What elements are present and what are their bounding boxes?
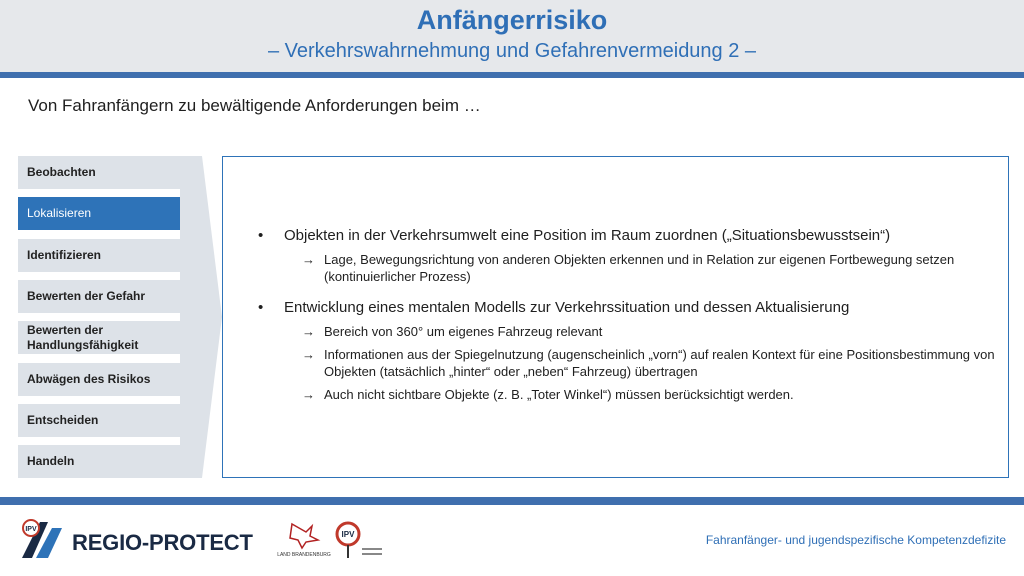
step-identifizieren[interactable] (18, 239, 180, 272)
sub-bullet-text: Informationen aus der Spiegelnutzung (augenscheinlich „vorn“) auf realen Kontext für eine Positionsbestimmung von Objekten (tatsächlich „hinter“ oder „neben“ Fahrzeug) übertragen (324, 347, 995, 379)
step-beobachten[interactable] (18, 156, 180, 189)
step-label: Lokalisieren (27, 206, 92, 220)
bullet-item (258, 226, 998, 245)
footer-divider (0, 497, 1024, 505)
step-label: Bewerten der Handlungsfähigkeit (27, 322, 139, 352)
sub-bullet-item (258, 346, 998, 380)
regio-protect-logo (18, 518, 268, 562)
step-label: Abwägen des Risikos (27, 372, 151, 386)
step-entscheiden[interactable] (18, 404, 180, 437)
sub-bullet-item (258, 323, 998, 340)
sub-bullet-text: Auch nicht sichtbare Objekte (z. B. „Toter Winkel“) müssen berücksichtigt werden. (324, 387, 794, 402)
header-divider (0, 72, 1024, 78)
step-abwaegen-risiko[interactable] (18, 363, 180, 396)
sub-bullet-text: Bereich von 360° um eigenes Fahrzeug relevant (324, 324, 603, 339)
arrow-right-icon: → (302, 347, 315, 362)
bullet-icon: • (258, 227, 264, 244)
ipv-sign-icon (332, 518, 384, 562)
logo-text: REGIO-PROTECT (72, 530, 253, 555)
sub-bullet-item (258, 251, 998, 285)
sub-bullet-item (258, 386, 998, 403)
step-label: Identifizieren (27, 248, 102, 262)
ipv-logo-text: IPV (341, 530, 355, 539)
step-label: Beobachten (27, 165, 96, 179)
bullet-text: Objekten in der Verkehrsumwelt eine Position im Raum zuordnen („Situationsbewusstsein“) (284, 227, 891, 244)
chevron-arrow-shape (180, 156, 222, 478)
footer-caption: Fahranfänger- und jugendspezifische Kompetenzdefizite (705, 533, 1006, 547)
arrow-right-icon: → (302, 387, 315, 402)
page-title: Anfängerrisiko (416, 5, 608, 35)
header-band (0, 0, 1024, 72)
step-bewerten-gefahr[interactable] (18, 280, 180, 313)
step-label: Entscheiden (27, 413, 99, 427)
ipv-badge-text: IPV (25, 526, 37, 533)
step-lokalisieren[interactable] (18, 197, 180, 230)
page-subtitle: – Verkehrswahrnehmung und Gefahrenvermeidung 2 – (267, 40, 757, 62)
eagle-icon (277, 518, 331, 562)
bullet-icon: • (258, 299, 264, 316)
step-label: Bewerten der Gefahr (27, 289, 146, 303)
ipv-logo (332, 518, 384, 562)
arrow-right-icon: → (302, 324, 315, 339)
content-bullets (258, 226, 998, 403)
sub-bullet-text: Lage, Bewegungsrichtung von anderen Objekten erkennen und in Relation zur eigenen Fortbewegung setzen (kontinuierlicher Prozess) (324, 252, 955, 284)
step-label: Handeln (27, 454, 75, 468)
land-brandenburg-logo (277, 518, 331, 562)
arrow-right-icon: → (302, 252, 315, 267)
road-logo-icon (18, 518, 68, 562)
bullet-text: Entwicklung eines mentalen Modells zur Verkehrssituation und dessen Aktualisierung (284, 299, 850, 316)
land-logo-text: LAND BRANDENBURG (277, 552, 331, 558)
step-bewerten-handlungsfaehigkeit[interactable] (18, 321, 180, 354)
bullet-item (258, 298, 998, 317)
intro-text: Von Fahranfängern zu bewältigende Anforderungen beim … (28, 96, 481, 115)
step-handeln[interactable] (18, 445, 180, 478)
